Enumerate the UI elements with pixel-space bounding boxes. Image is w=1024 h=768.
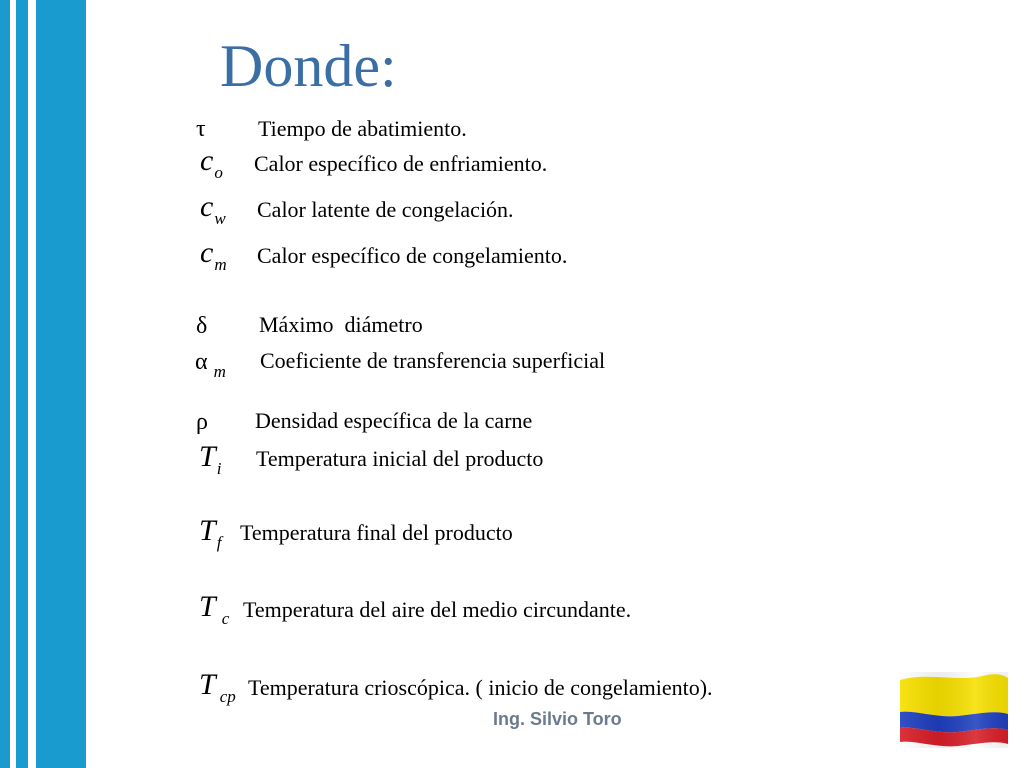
left-stripe-2 (16, 0, 28, 768)
symbol-T-i: $T_i$ (199, 440, 222, 478)
symbol-delta: δ (196, 313, 208, 339)
colombia-flag-icon (898, 672, 1010, 748)
slide-title: Donde: (220, 33, 397, 99)
symbol-T-cp: T $_{cp}$ (199, 668, 236, 706)
symbol-T-c: T $_c$ (199, 590, 230, 628)
desc-calor-especifico-enfriamiento: Calor específico de enfriamiento. (254, 151, 548, 176)
desc-temperatura-inicial: Temperatura inicial del producto (256, 446, 544, 471)
symbol-rho: ρ (196, 409, 208, 435)
author-footer: Ing. Silvio Toro (493, 709, 622, 729)
desc-maximo-diametro: Máximo diámetro (259, 312, 423, 337)
symbol-tau: τ (196, 116, 206, 142)
symbol-c-o: $c_o$ (200, 144, 223, 182)
desc-temperatura-crioscopica: Temperatura crioscópica. ( inicio de congelamiento). (248, 675, 713, 700)
desc-densidad-especifica: Densidad específica de la carne (255, 408, 533, 433)
desc-calor-especifico-congelamiento: Calor específico de congelamiento. (257, 243, 568, 268)
desc-temperatura-final: Temperatura final del producto (240, 520, 513, 545)
symbol-c-m: $c_m$ (200, 236, 227, 274)
symbol-T-f: $T_f$ (199, 514, 222, 552)
desc-temperatura-aire: Temperatura del aire del medio circundante. (243, 597, 632, 622)
left-stripe-3 (36, 0, 86, 768)
symbol-alpha-m: α $_m$ (195, 349, 226, 381)
desc-coeficiente-transferencia: Coeficiente de transferencia superficial (260, 348, 606, 373)
desc-tiempo-abatimiento: Tiempo de abatimiento. (258, 116, 467, 141)
desc-calor-latente-congelacion: Calor latente de congelación. (257, 197, 514, 222)
symbol-c-w: $c_w$ (200, 190, 226, 228)
left-stripe-1 (0, 0, 10, 768)
